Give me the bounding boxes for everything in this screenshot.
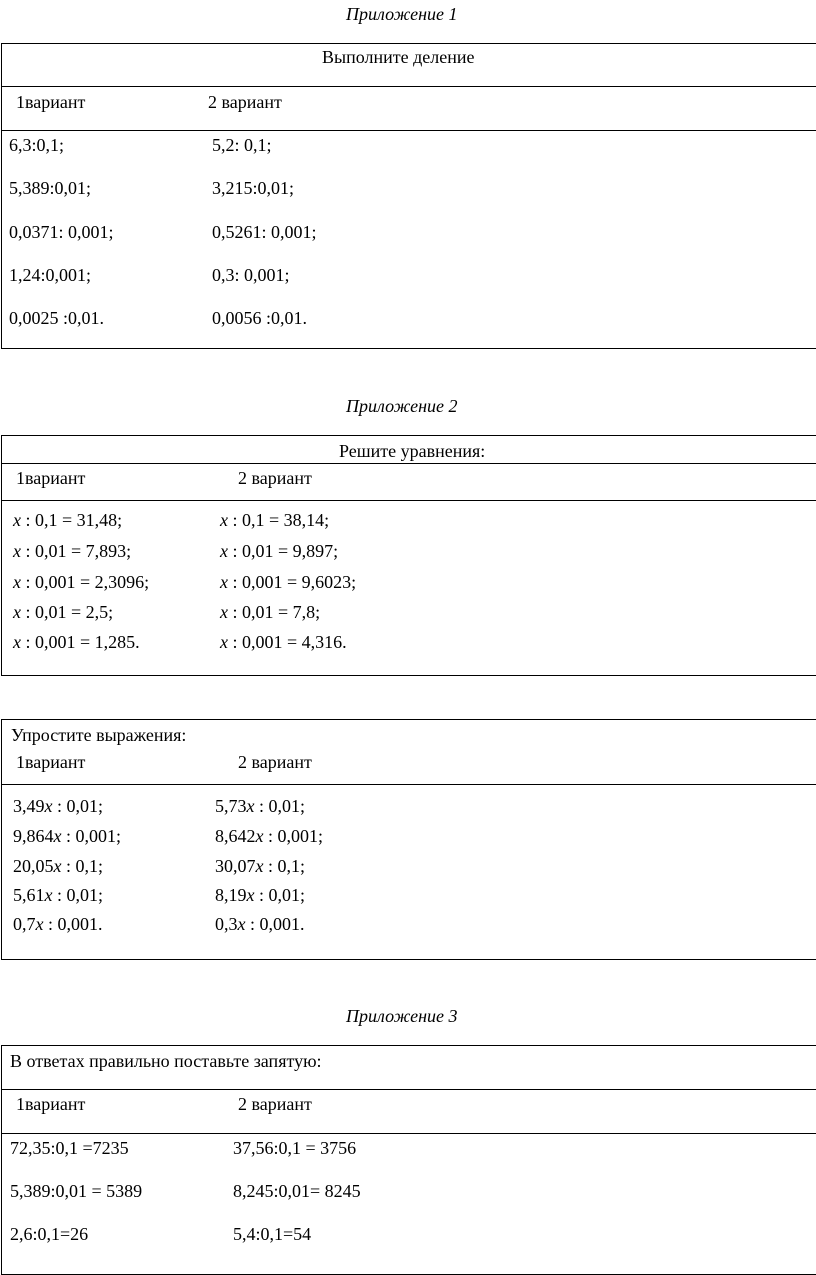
expression-v2: 0,3x : 0,001. xyxy=(215,914,305,934)
expression-v1: 0,7x : 0,001. xyxy=(13,914,103,934)
exercise-v1: 6,3:0,1; xyxy=(9,135,65,155)
equation-v2: x : 0,001 = 9,6023; xyxy=(220,572,357,592)
variant-2-label: 2 вариант xyxy=(208,92,282,112)
divider xyxy=(2,1133,816,1134)
expression-v1: 5,61x : 0,01; xyxy=(13,885,104,905)
expression-v2: 8,642x : 0,001; xyxy=(215,826,324,846)
answer-v1: 5,389:0,01 = 5389 xyxy=(10,1181,143,1201)
expression-v1: 9,864x : 0,001; xyxy=(13,826,122,846)
equations-task-table xyxy=(1,435,816,676)
divider xyxy=(2,1089,816,1090)
equation-v1: x : 0,001 = 2,3096; xyxy=(13,572,150,592)
expression-v2: 8,19x : 0,01; xyxy=(215,885,306,905)
comma-task-table xyxy=(1,1045,816,1275)
answer-v1: 72,35:0,1 =7235 xyxy=(10,1138,129,1158)
equation-v2: x : 0,001 = 4,316. xyxy=(220,632,347,652)
divider xyxy=(2,86,816,87)
answer-v2: 8,245:0,01= 8245 xyxy=(233,1181,361,1201)
equation-v1: x : 0,001 = 1,285. xyxy=(13,632,140,652)
exercise-v2: 3,215:0,01; xyxy=(212,178,295,198)
variant-2-label: 2 вариант xyxy=(238,468,312,488)
answer-v2: 5,4:0,1=54 xyxy=(233,1224,312,1244)
variant-1-label: 1вариант xyxy=(16,1094,86,1114)
expression-v1: 3,49x : 0,01; xyxy=(13,796,104,816)
expression-v2: 30,07x : 0,1; xyxy=(215,856,306,876)
variant-2-label: 2 вариант xyxy=(238,1094,312,1114)
variant-2-label: 2 вариант xyxy=(238,752,312,772)
variant-1-label: 1вариант xyxy=(16,468,86,488)
simplify-task-table xyxy=(1,719,816,960)
answer-v1: 2,6:0,1=26 xyxy=(10,1224,89,1244)
task-header: Выполните деление xyxy=(322,47,475,67)
divider xyxy=(2,784,816,785)
divider xyxy=(2,463,816,464)
exercise-v2: 0,5261: 0,001; xyxy=(212,222,317,242)
task-header: В ответах правильно поставьте запятую: xyxy=(10,1051,322,1071)
equation-v2: x : 0,01 = 7,8; xyxy=(220,602,321,622)
task-header: Решите уравнения: xyxy=(339,441,486,461)
exercise-v1: 5,389:0,01; xyxy=(9,178,92,198)
answer-v2: 37,56:0,1 = 3756 xyxy=(233,1138,357,1158)
appendix-3-caption: Приложение 3 xyxy=(346,1006,458,1026)
exercise-v2: 0,3: 0,001; xyxy=(212,265,290,285)
exercise-v1: 0,0025 :0,01. xyxy=(9,308,105,328)
division-task-table xyxy=(1,43,816,349)
variant-1-label: 1вариант xyxy=(16,752,86,772)
task-header: Упростите выражения: xyxy=(11,725,187,745)
expression-v1: 20,05x : 0,1; xyxy=(13,856,104,876)
variant-1-label: 1вариант xyxy=(16,92,86,112)
divider xyxy=(2,500,816,501)
equation-v1: x : 0,1 = 31,48; xyxy=(13,510,123,530)
equation-v1: x : 0,01 = 2,5; xyxy=(13,602,114,622)
divider xyxy=(2,130,816,131)
expression-v2: 5,73x : 0,01; xyxy=(215,796,306,816)
exercise-v2: 0,0056 :0,01. xyxy=(212,308,308,328)
equation-v2: x : 0,01 = 9,897; xyxy=(220,541,339,561)
exercise-v1: 1,24:0,001; xyxy=(9,265,92,285)
exercise-v1: 0,0371: 0,001; xyxy=(9,222,114,242)
equation-v1: x : 0,01 = 7,893; xyxy=(13,541,132,561)
appendix-1-caption: Приложение 1 xyxy=(346,4,458,24)
appendix-2-caption: Приложение 2 xyxy=(346,396,458,416)
equation-v2: x : 0,1 = 38,14; xyxy=(220,510,330,530)
exercise-v2: 5,2: 0,1; xyxy=(212,135,272,155)
